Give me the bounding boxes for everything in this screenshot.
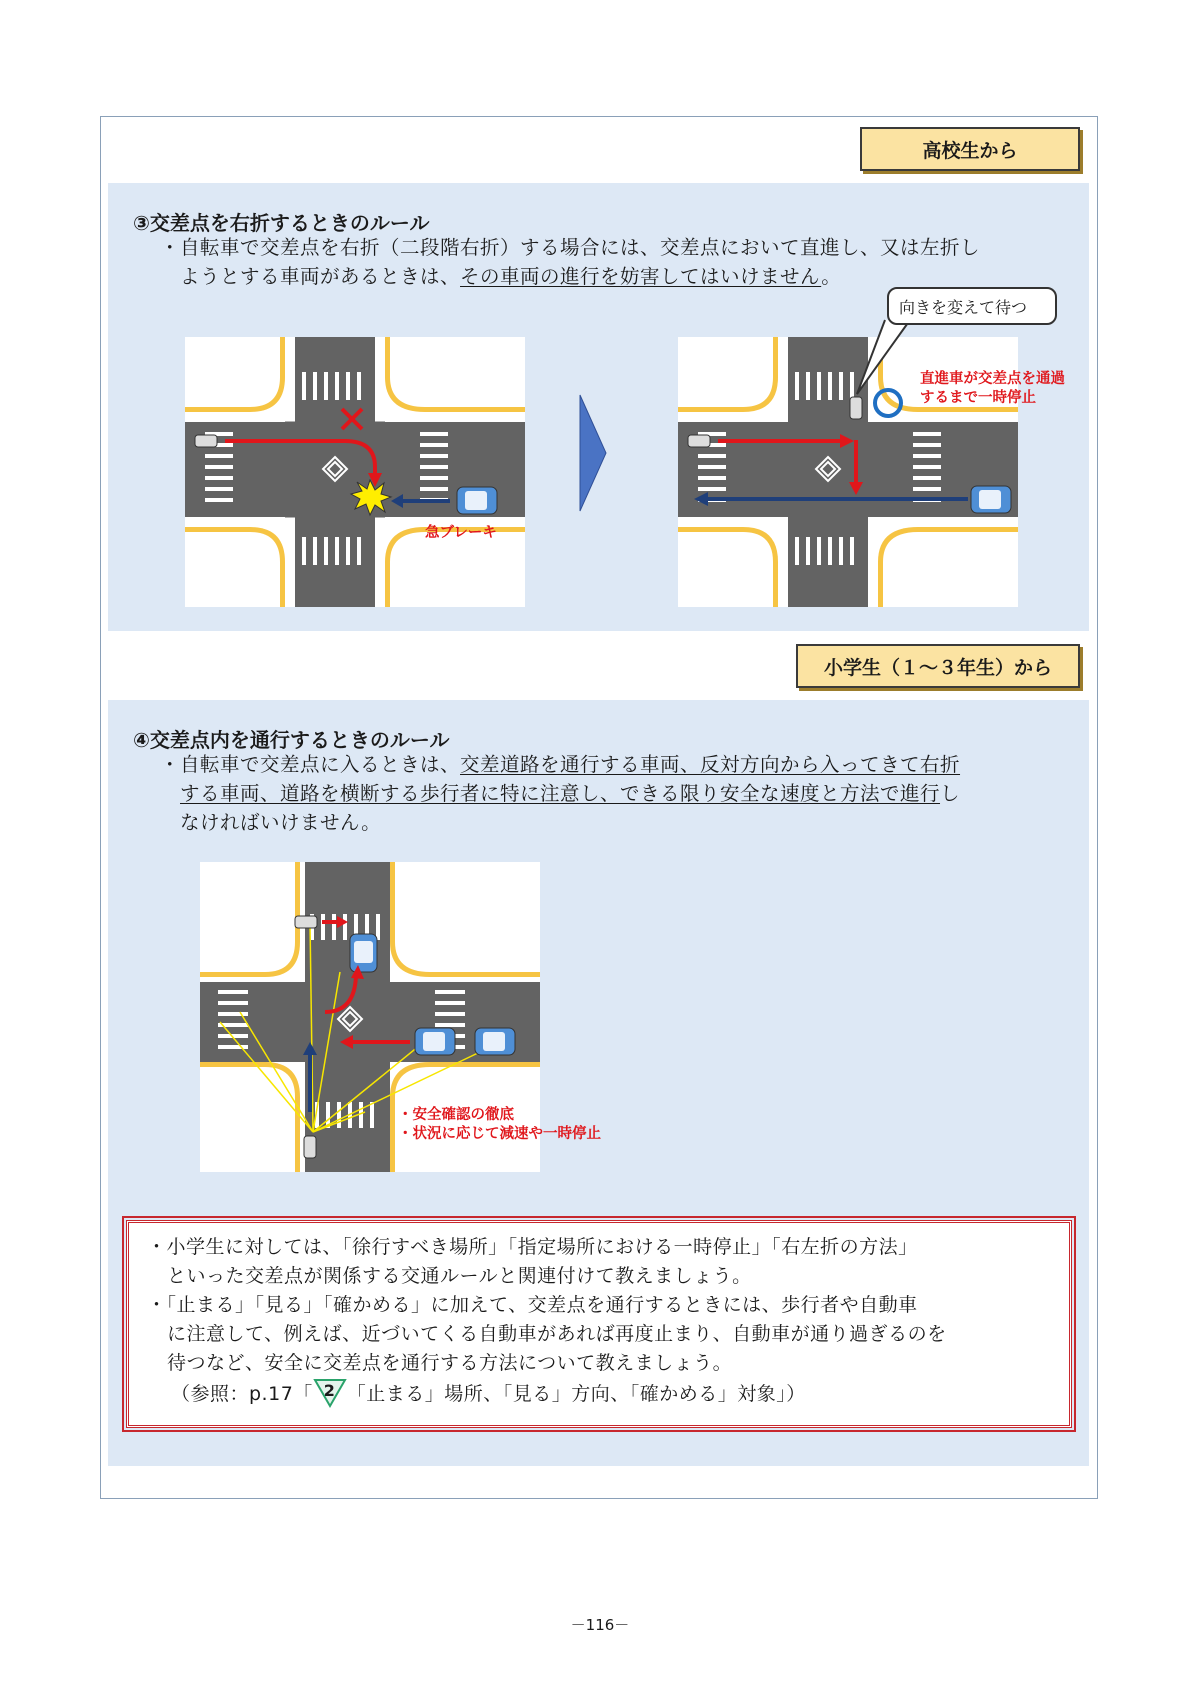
car-icon [457, 487, 497, 514]
section3-line2-end: 。 [821, 265, 842, 288]
car-icon [475, 1028, 515, 1055]
section4-line1 [160, 750, 1080, 779]
safety-note-line1: ・安全確認の徹底 [398, 1107, 514, 1123]
note-line4: に注意して、例えば、近づいてくる自動車があれば再度止まり、自動車が通り過ぎるのを [167, 1323, 947, 1345]
note-line1: ・小学生に対しては、「徐行すべき場所」「指定場所における一時停止」「右左折の方法」 [147, 1236, 918, 1258]
note-line5: 待つなど、安全に交差点を通行する方法について教えましょう。 [167, 1352, 733, 1374]
section4-line2 [160, 779, 1080, 808]
note-line3: ・「止まる」「見る」「確かめる」に加えて、交差点を通行するときには、歩行者や自動車 [147, 1294, 918, 1316]
section4-heading: ④交差点内を通行するときのルール [133, 728, 450, 752]
bicycle-icon [195, 435, 217, 447]
section4-line1-underlined: 交差道路を通行する車両、反対方向から入ってきて右折 [460, 753, 961, 776]
section3-line1: ・自転車で交差点を右折（二段階右折）する場合には、交差点において直進し、又は左折し [160, 236, 981, 259]
bicycle-icon [688, 435, 710, 447]
right-turn-danger-diagram [185, 337, 525, 607]
bicycle-icon [304, 1136, 316, 1158]
waiting-bicycle-icon [850, 397, 862, 419]
note-reference [147, 1378, 1057, 1409]
reference-prefix: （参照：p.17「 [171, 1383, 313, 1405]
reference-suffix: 「止まる」場所、「見る」方向、「確かめる」対象」） [346, 1383, 806, 1405]
section4-line1-plain: ・自転車で交差点に入るときは、 [160, 753, 461, 776]
opposite-bicycle-icon [295, 916, 317, 928]
safety-note-line2: ・状況に応じて減速や一時停止 [398, 1126, 601, 1142]
reference-badge-number: 2 [323, 1381, 336, 1400]
note-line2: といった交差点が関係する交通ルールと関連付けて教えましょう。 [167, 1265, 752, 1287]
level-badge-high-school: 高校生から [860, 127, 1080, 171]
level-badge-elementary: 小学生（１～３年生）から [796, 644, 1080, 688]
next-arrow-icon [578, 393, 608, 513]
section4-line2-underlined: する車両、道路を横断する歩行者に特に注意し、できる限り安全な速度と方法で進行 [180, 782, 941, 805]
section4-text [160, 750, 1080, 837]
car-icon [415, 1028, 455, 1055]
page-number: －116－ [570, 1616, 630, 1634]
safety-check-label [398, 1106, 601, 1144]
teacher-note-box [126, 1220, 1072, 1428]
stop-label-line2: するまで一時停止 [920, 390, 1036, 406]
section3-line2-underlined: その車両の進行を妨害してはいけません [460, 265, 822, 288]
section3-line2-plain: ようとする車両があるときは、 [180, 265, 461, 288]
stop-label-line1: 直進車が交差点を通過 [920, 371, 1065, 387]
section3-text [160, 233, 1080, 291]
section3-heading: ③交差点を右折するときのルール [133, 211, 430, 235]
teacher-note-text [147, 1233, 1057, 1409]
wait-callout: 向きを変えて待つ [887, 287, 1057, 325]
section4-line2-end: し [940, 782, 961, 805]
car-icon [971, 486, 1011, 513]
section4-line3: なければいけません。 [180, 811, 382, 834]
section-badge-triangle-icon [313, 1378, 347, 1406]
sudden-brake-label: 急ブレーキ [425, 525, 497, 541]
stop-until-pass-label [920, 370, 1065, 408]
turning-car-icon [350, 934, 377, 972]
